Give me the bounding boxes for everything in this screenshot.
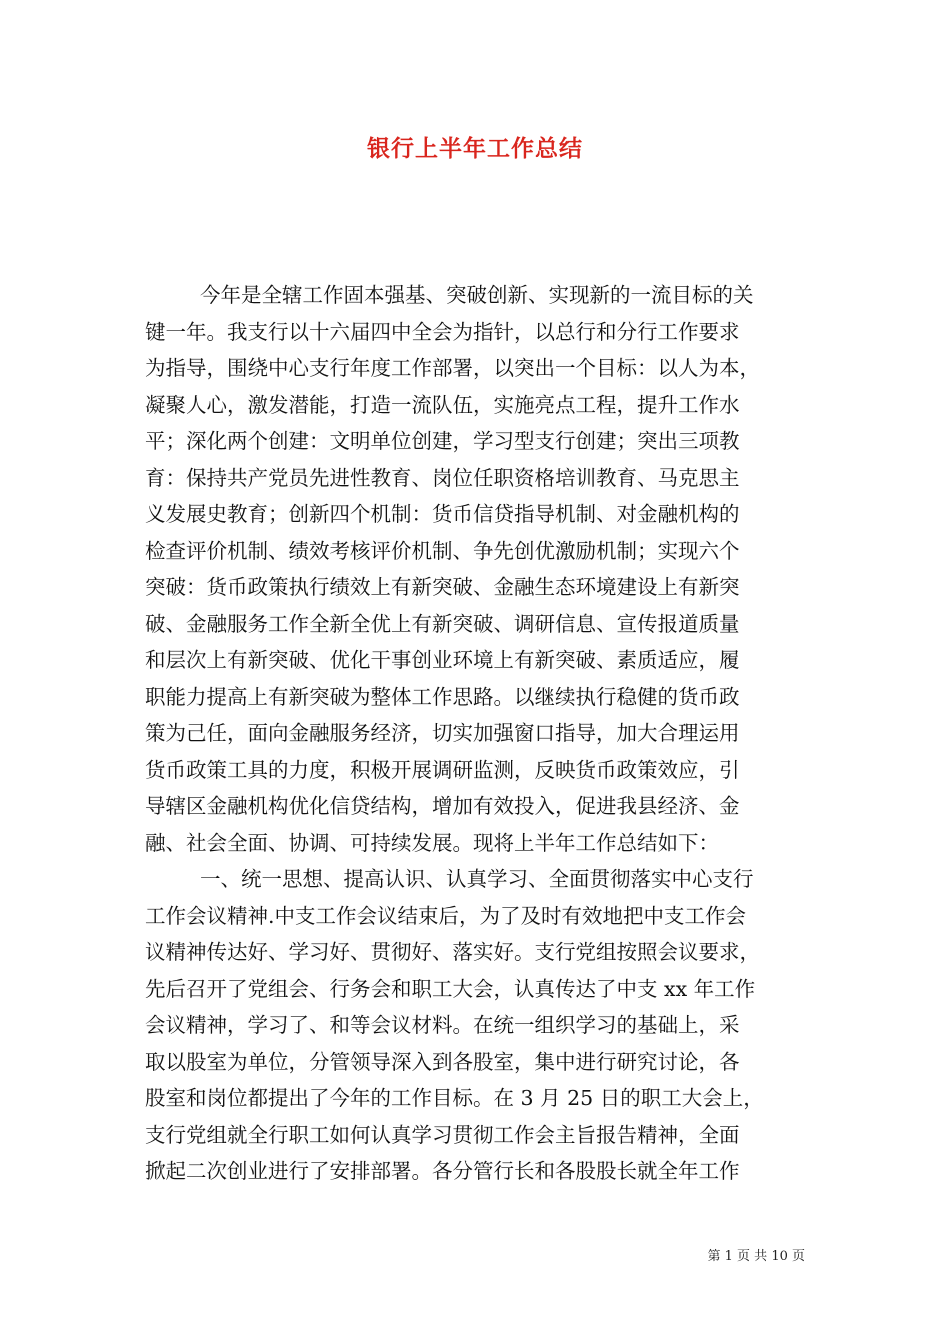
paragraph-line: 和层次上有新突破、优化干事创业环境上有新突破、素质适应，履 xyxy=(145,648,740,672)
paragraph-line: 一、统一思想、提高认识、认真学习、全面贯彻落实中心支行 xyxy=(200,867,754,891)
paragraph-line: 键一年。我支行以十六届四中全会为指针，以总行和分行工作要求 xyxy=(145,319,740,344)
paragraph-line: 义发展史教育；创新四个机制：货币信贷指导机制、对金融机构的 xyxy=(145,502,740,526)
paragraph-line: 破、金融服务工作全新全优上有新突破、调研信息、宣传报道质量 xyxy=(145,611,740,636)
paragraph-line: 导辖区金融机构优化信贷结构，增加有效投入，促进我县经济、金 xyxy=(145,794,740,818)
document-body xyxy=(145,277,805,1190)
paragraph-line: 会议精神，学习了、和等会议材料。在统一组织学习的基础上，采 xyxy=(145,1013,740,1037)
paragraph-line: 货币政策工具的力度，积极开展调研监测，反映货币政策效应，引 xyxy=(145,757,740,782)
paragraph-line: 育：保持共产党员先进性教育、岗位任职资格培训教育、马克思主 xyxy=(145,465,740,490)
paragraph-line: 突破：货币政策执行绩效上有新突破、金融生态环境建设上有新突 xyxy=(145,575,740,599)
page-number: 第 1 页 共 10 页 xyxy=(707,1249,805,1264)
paragraph-line: 支行党组就全行职工如何认真学习贯彻工作会主旨报告精神，全面 xyxy=(145,1122,740,1147)
paragraph-line: 掀起二次创业进行了安排部署。各分管行长和各股股长就全年工作 xyxy=(145,1159,740,1183)
paragraph-line: 平；深化两个创建：文明单位创建，学习型支行创建；突出三项教 xyxy=(145,429,740,453)
paragraph-line: 策为己任，面向金融服务经济，切实加强窗口指导，加大合理运用 xyxy=(145,721,740,745)
paragraph-line: 股室和岗位都提出了今年的工作目标。在 3 月 25 日的职工大会上， xyxy=(145,1086,764,1110)
paragraph-line: 今年是全辖工作固本强基、突破创新、实现新的一流目标的关 xyxy=(200,283,754,307)
paragraph-line: 检查评价机制、绩效考核评价机制、争先创优激励机制；实现六个 xyxy=(145,538,740,563)
paragraph-line: 先后召开了党组会、行务会和职工大会，认真传达了中支 xx 年工作 xyxy=(145,976,756,1001)
paragraph-line: 工作会议精神.中支工作会议结束后，为了及时有效地把中支工作会 xyxy=(145,903,747,928)
paragraph-line: 凝聚人心，激发潜能，打造一流队伍，实施亮点工程，提升工作水 xyxy=(145,392,740,417)
paragraph-line: 融、社会全面、协调、可持续发展。现将上半年工作总结如下： xyxy=(145,830,719,855)
paragraph-line: 为指导，围绕中心支行年度工作部署，以突出一个目标：以人为本， xyxy=(145,356,760,380)
document-title: 银行上半年工作总结 xyxy=(367,135,583,162)
paragraph-line: 取以股室为单位，分管领导深入到各股室，集中进行研究讨论，各 xyxy=(145,1049,740,1074)
paragraph-line: 职能力提高上有新突破为整体工作思路。以继续执行稳健的货币政 xyxy=(145,684,740,709)
paragraph-line: 议精神传达好、学习好、贯彻好、落实好。支行党组按照会议要求， xyxy=(145,940,760,964)
